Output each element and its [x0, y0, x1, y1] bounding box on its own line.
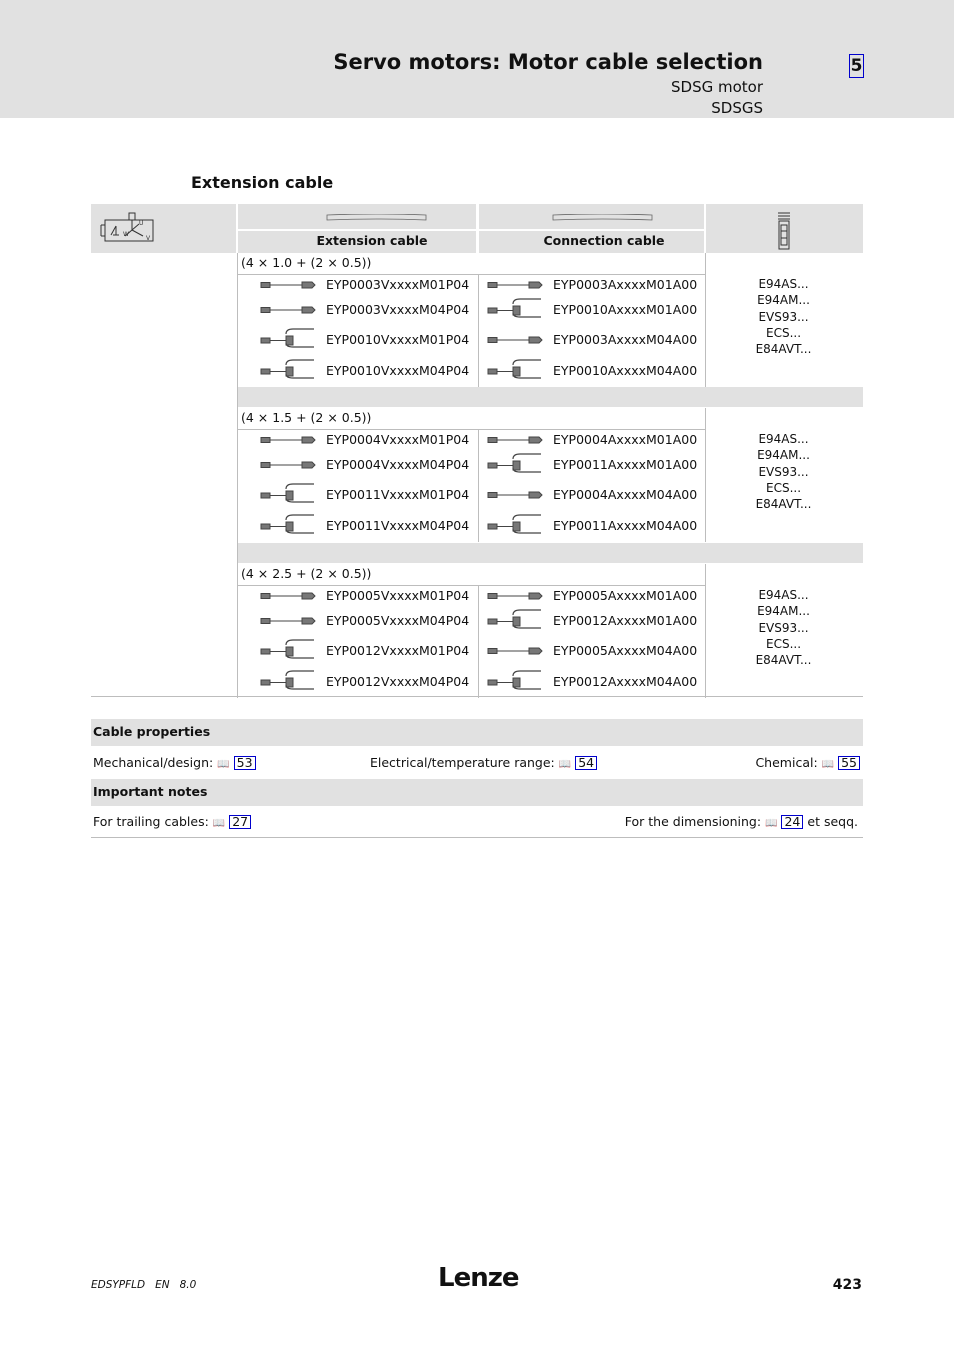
extension-cable-code: EYP0004VxxxxM04P04	[326, 457, 470, 472]
controller-name: E84AVT...	[755, 653, 812, 668]
controller-name: E94AM...	[757, 604, 810, 619]
book-icon: 📖	[765, 818, 778, 829]
connection-cable-code: EYP0011AxxxxM04A00	[553, 518, 698, 533]
connection-cable-code: EYP0012AxxxxM01A00	[553, 613, 698, 628]
angled-cable-icon	[260, 636, 316, 664]
book-icon: 📖	[558, 759, 572, 770]
controller-name: ECS...	[765, 636, 802, 651]
lenze-logo: Lenze	[438, 1263, 519, 1293]
angled-cable-icon	[487, 450, 543, 478]
servo-motor-icon	[99, 211, 157, 245]
section-title: Extension cable	[191, 173, 334, 192]
angled-cable-icon	[260, 480, 316, 508]
book-icon: 📖	[212, 818, 226, 829]
page-number: 423	[832, 1277, 862, 1293]
book-icon: 📖	[821, 759, 835, 770]
angled-cable-icon	[260, 667, 316, 695]
connection-cable-code: EYP0003AxxxxM04A00	[553, 332, 698, 347]
dimensioning-page-link[interactable]: 24	[781, 815, 803, 829]
table-bottom-border	[91, 696, 863, 697]
extension-cable-code: EYP0012VxxxxM04P04	[326, 674, 470, 689]
extension-cable-code: EYP0012VxxxxM01P04	[326, 643, 470, 658]
controller-name: ECS...	[765, 480, 802, 495]
angled-cable-icon	[260, 325, 316, 353]
document-id: EDSYPFLD EN 8.0	[91, 1279, 197, 1291]
straight-cable-icon	[487, 277, 543, 296]
connection-cable-code: EYP0005AxxxxM01A00	[553, 588, 698, 603]
cross-section-label: (4 × 1.0 + (2 × 0.5))	[241, 255, 372, 270]
connection-cable-code: EYP0012AxxxxM04A00	[553, 674, 698, 689]
connection-cable-code: EYP0011AxxxxM01A00	[553, 457, 698, 472]
extension-cable-header: Extension cable	[238, 231, 476, 253]
connection-cable-code: EYP0010AxxxxM01A00	[553, 302, 698, 317]
extension-cable-code: EYP0011VxxxxM01P04	[326, 487, 470, 502]
angled-cable-icon	[260, 511, 316, 539]
trailing-page-link[interactable]: 27	[229, 815, 251, 829]
chapter-number-link[interactable]: 5	[850, 56, 863, 76]
svg-text:V: V	[146, 235, 151, 242]
angled-cable-icon	[487, 667, 543, 695]
extension-cable-code: EYP0005VxxxxM01P04	[326, 588, 470, 603]
controller-icon-cell	[706, 204, 863, 253]
controller-name: E94AS...	[758, 277, 809, 291]
book-icon: 📖	[217, 759, 230, 770]
connection-cable-code: EYP0003AxxxxM01A00	[553, 277, 698, 292]
straight-cable-icon	[487, 487, 543, 506]
row-divider	[238, 585, 705, 586]
controller-name: EVS93...	[758, 309, 809, 324]
extension-cable-code: EYP0004VxxxxM01P04	[326, 432, 470, 447]
extension-cable-code: EYP0005VxxxxM04P04	[326, 613, 470, 628]
angled-cable-icon	[487, 295, 543, 323]
extension-cable-image-cell	[238, 204, 476, 229]
controller-name: E84AVT...	[755, 342, 812, 357]
mechanical-design-ref: Mechanical/design: 📖 53	[93, 755, 256, 770]
svg-text:W: W	[123, 231, 129, 238]
compatible-controllers	[706, 587, 861, 668]
connection-cable-code: EYP0004AxxxxM01A00	[553, 432, 698, 447]
row-divider	[238, 274, 705, 275]
connection-cable-code: EYP0005AxxxxM04A00	[553, 643, 698, 658]
extension-cable-drawing-icon	[326, 214, 428, 222]
extension-cable-code: EYP0010VxxxxM01P04	[326, 332, 470, 347]
controller-name: EVS93...	[758, 620, 809, 635]
row-divider	[238, 429, 705, 430]
controller-name: E94AM...	[757, 293, 810, 308]
connection-cable-header: Connection cable	[479, 231, 704, 253]
connection-cable-code: EYP0004AxxxxM04A00	[553, 487, 698, 502]
controller-name: E84AVT...	[755, 497, 812, 512]
controller-name: E94AS...	[758, 432, 809, 446]
mechanical-page-link[interactable]: 53	[234, 756, 256, 770]
servo-controller-icon	[776, 211, 792, 251]
extension-cable-code: EYP0011VxxxxM04P04	[326, 518, 470, 533]
straight-cable-icon	[260, 432, 316, 451]
extension-cable-code: EYP0003VxxxxM04P04	[326, 302, 470, 317]
angled-cable-icon	[260, 356, 316, 384]
group-separator	[238, 543, 863, 563]
straight-cable-icon	[487, 332, 543, 351]
connection-cable-code: EYP0010AxxxxM04A00	[553, 363, 698, 378]
electrical-temperature-ref: Electrical/temperature range: 📖 54	[370, 755, 597, 770]
controller-name: E94AS...	[758, 588, 809, 602]
connection-cable-drawing-icon	[552, 214, 654, 222]
trailing-cables-ref: For trailing cables: 📖 27	[93, 814, 251, 829]
page-header	[0, 0, 954, 118]
important-notes-header: Important notes	[91, 779, 863, 806]
chemical-page-link[interactable]: 55	[838, 756, 860, 770]
angled-cable-icon	[487, 511, 543, 539]
extension-cable-code: EYP0003VxxxxM01P04	[326, 277, 470, 292]
extension-cable-code: EYP0010VxxxxM04P04	[326, 363, 470, 378]
compatible-controllers	[706, 276, 861, 357]
angled-cable-icon	[487, 356, 543, 384]
compatible-controllers	[706, 431, 861, 512]
svg-text:U: U	[139, 220, 144, 227]
straight-cable-icon	[260, 302, 316, 321]
straight-cable-icon	[487, 588, 543, 607]
cross-section-label: (4 × 1.5 + (2 × 0.5))	[241, 410, 372, 425]
page-title: Servo motors: Motor cable selection	[333, 50, 763, 74]
cross-section-label: (4 × 2.5 + (2 × 0.5))	[241, 566, 372, 581]
straight-cable-icon	[260, 277, 316, 296]
straight-cable-icon	[260, 613, 316, 632]
electrical-page-link[interactable]: 54	[575, 756, 597, 770]
cable-properties-header: Cable properties	[91, 719, 863, 746]
straight-cable-icon	[260, 457, 316, 476]
page-subtitle-variant: SDSGS	[711, 99, 763, 117]
divider	[91, 837, 863, 838]
connection-cable-image-cell	[479, 204, 704, 229]
controller-name: ECS...	[765, 325, 802, 340]
page-subtitle-motor: SDSG motor	[671, 78, 763, 96]
straight-cable-icon	[260, 588, 316, 607]
straight-cable-icon	[487, 432, 543, 451]
controller-name: EVS93...	[758, 464, 809, 479]
angled-cable-icon	[487, 606, 543, 634]
chemical-ref: Chemical: 📖 55	[755, 755, 860, 770]
dimensioning-ref: For the dimensioning: 📖 24 et seqq.	[624, 814, 858, 829]
straight-cable-icon	[487, 643, 543, 662]
motor-icon-cell	[91, 204, 236, 253]
group-separator	[238, 387, 863, 407]
controller-name: E94AM...	[757, 448, 810, 463]
